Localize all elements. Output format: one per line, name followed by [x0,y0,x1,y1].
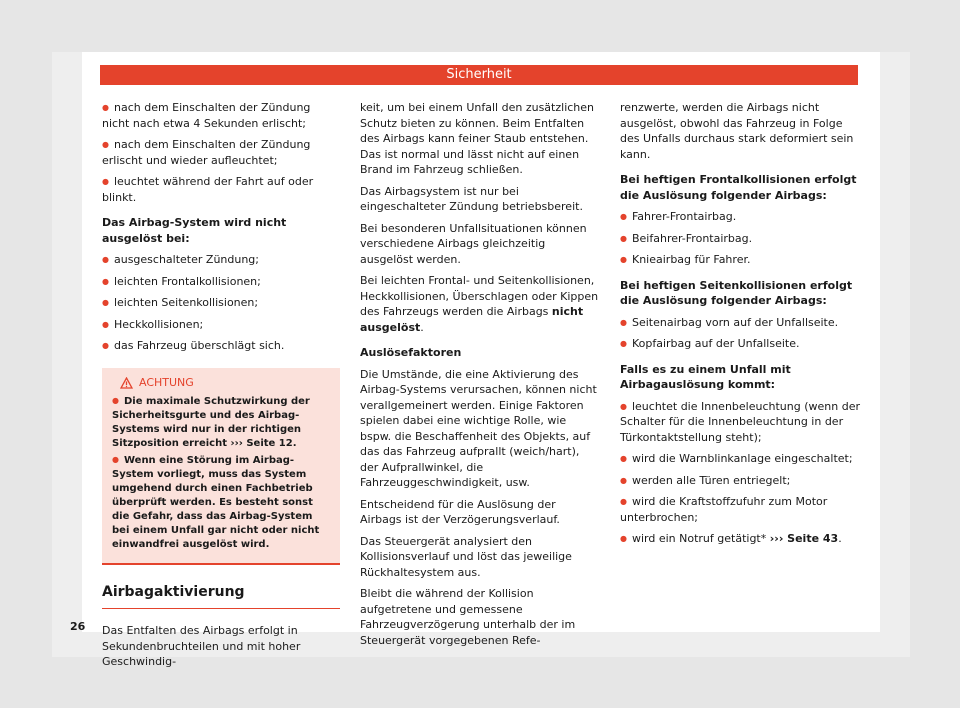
page-reference-link[interactable]: ››› Seite 43 [769,532,839,545]
warning-title-text: ACHTUNG [139,375,194,389]
paragraph: keit, um bei einem Unfall den zusätzlichen Schutz bieten zu können. Beim Entfalten des Airbags kann feiner Staub entstehen. Das ist normal und lässt nicht auf einen Brand im Fahrzeug schließen. [360,101,595,176]
emphasis: nicht ausgelöst [360,305,584,334]
subheading: Bei heftigen Frontalkollisionen erfolgt die Auslösung folgender Airbags: [620,173,857,202]
list-item: ● leuchtet während der Fahrt auf oder blinkt. [102,174,340,205]
subheading: Auslösefaktoren [360,346,462,359]
column-3 [620,100,860,553]
column-2 [360,100,600,654]
page-reference-link[interactable]: ››› Seite 12. [230,437,297,449]
paragraph-text: Bei leichten Frontal- und Seitenkollisionen, Heckkollisionen, Überschlagen oder Kippen des Fahrzeugs werden die Airbags [360,274,599,318]
list-item: ● wird die Warnblinkanlage eingeschaltet; [620,451,860,467]
list-item: ● leuchtet die Innenbeleuchtung (wenn der Schalter für die Innenbeleuchtung in der Türkontaktstellung steht); [620,399,860,446]
subheading: Das Airbag-System wird nicht ausgelöst bei: [102,216,287,245]
warning-box [102,368,340,565]
paragraph: Die Umstände, die eine Aktivierung des Airbag-Systems verursachen, können nicht verallgemeinert werden. Einige Faktoren spielen dabei eine wichtige Rolle, wie bspw. die Beschaffenheit des Objekts, auf das das Fahrzeug aufprallt (weich/hart), der Aufprallwinkel, die Fahrzeuggeschwindigkeit, usw. [360,367,597,489]
warning-title [120,376,330,390]
list-item: ● wird die Kraftstoffzufuhr zum Motor unterbrochen; [620,494,860,525]
paragraph: Bleibt die während der Kollision aufgetretene und gemessene Fahrzeugverzögerung unterhalb der im Steuergerät vorgegebenen Refe- [360,587,576,647]
list-item-text: wird ein Notruf getätigt* [631,532,767,545]
list-item: ● ausgeschalteter Zündung; [102,252,340,268]
list-item: ● das Fahrzeug überschlägt sich. [102,338,340,354]
paragraph: Bei besonderen Unfallsituationen können verschiedene Airbags gleichzeitig ausgelöst werden. [360,221,587,266]
paragraph: Das Entfalten des Airbags erfolgt in Sekundenbruchteilen und mit hoher Geschwindig- [102,624,301,668]
paragraph: Entscheidend für die Auslösung der Airbags ist der Verzögerungsverlauf. [360,497,560,526]
warning-item [112,394,330,451]
list-item: ● Beifahrer-Frontairbag. [620,231,860,247]
warning-triangle-icon [120,377,133,389]
list-item: ● Knieairbag für Fahrer. [620,252,860,268]
list-item: ● werden alle Türen entriegelt; [620,473,860,489]
section-title: Airbagaktivierung [102,585,340,610]
paragraph: Das Steuergerät analysiert den Kollisionsverlauf und löst das jeweilige Rückhaltesystem aus. [360,534,572,579]
subheading: Falls es zu einem Unfall mit Airbagauslösung kommt: [620,362,791,391]
column-1 [102,100,340,676]
warning-item-text: Die maximale Schutzwirkung der Sicherheitsgurte und des Airbag-Systems wird nur in der richtigen Sitzposition erreicht [112,395,310,449]
subheading: Bei heftigen Seitenkollisionen erfolgt die Auslösung folgender Airbags: [620,278,853,307]
list-item: ● nach dem Einschalten der Zündung nicht nach etwa 4 Sekunden erlischt; [102,100,340,131]
list-item: ● leichten Frontalkollisionen; [102,274,340,290]
paragraph: renzwerte, werden die Airbags nicht ausgelöst, obwohl das Fahrzeug in Folge des Unfalls durchaus stark deformiert sein kann. [620,101,854,161]
page-number: 26 [70,620,86,633]
page-header: Sicherheit [100,65,858,85]
list-item: ● Fahrer-Frontairbag. [620,209,860,225]
list-item: ● Heckkollisionen; [102,317,340,333]
list-item: ● wird ein Notruf getätigt* ››› Seite 43. [620,531,860,547]
list-item: ● Kopfairbag auf der Unfallseite. [620,336,860,352]
warning-item: ● Wenn eine Störung im Airbag-System vorliegt, muss das System umgehend durch einen Fachbetrieb überprüft werden. Es besteht sonst die Gefahr, dass das Airbag-System bei einem Unfall gar nicht oder nicht einwandfrei ausgelöst wird. [112,453,330,552]
list-item: ● leichten Seitenkollisionen; [102,295,340,311]
paragraph: Bei leichten Frontal- und Seitenkollisionen, Heckkollisionen, Überschlagen oder Kippen des Fahrzeugs werden die Airbags nicht ausgelöst. [360,274,599,334]
paragraph: Das Airbagsystem ist nur bei eingeschalteter Zündung betriebsbereit. [360,184,583,213]
list-item: ● Seitenairbag vorn auf der Unfallseite. [620,315,860,331]
list-item: ● nach dem Einschalten der Zündung erlischt und wieder aufleuchtet; [102,137,340,168]
